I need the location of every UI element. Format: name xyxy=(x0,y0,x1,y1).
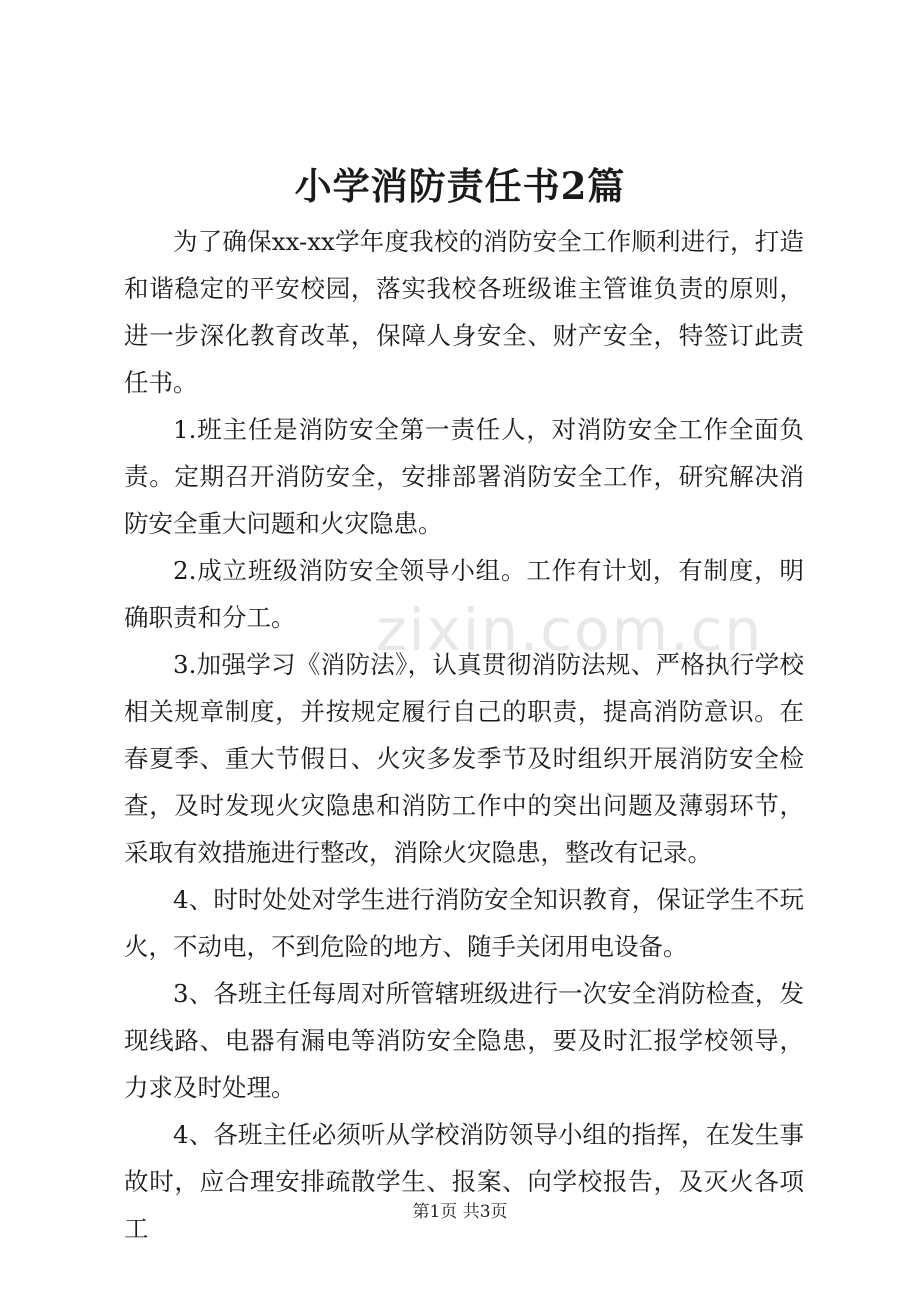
paragraph-item-4: 4、时时处处对学生进行消防安全知识教育，保证学生不玩火，不动电，不到危险的地方、随手关闭用电设备。 xyxy=(124,885,804,961)
paragraph-item-5: 3、各班主任每周对所管辖班级进行一次安全消防检查，发现线路、电器有漏电等消防安全隐患，要及时汇报学校领导，力求及时处理。 xyxy=(124,979,804,1102)
paragraph-item-1: 1.班主任是消防安全第一责任人，对消防安全工作全面负责。定期召开消防安全，安排部署消防安全工作，研究解决消防安全重大问题和火灾隐患。 xyxy=(124,415,804,538)
paragraph-item-2: 2.成立班级消防安全领导小组。工作有计划，有制度，明确职责和分工。 xyxy=(124,556,804,632)
paragraph-intro: 为了确保xx-xx学年度我校的消防安全工作顺利进行，打造和谐稳定的平安校园，落实我校各班级谁主管谁负责的原则，进一步深化教育改革，保障人身安全、财产安全，特签订此责任书。 xyxy=(124,227,804,397)
paragraph-item-3: 3.加强学习《消防法》，认真贯彻消防法规、严格执行学校相关规章制度，并按规定履行自己的职责，提高消防意识。在春夏季、重大节假日、火灾多发季节及时组织开展消防安全检查，及时发现火灾隐患和消防工作中的突出问题及薄弱环节，采取有效措施进行整改，消除火灾隐患，整改有记录。 xyxy=(124,650,804,867)
document-body xyxy=(124,218,804,1252)
page-footer: 第1页 共3页 xyxy=(412,1202,508,1222)
document-title: 小学消防责任书2篇 xyxy=(294,164,626,208)
paragraph-item-6: 4、各班主任必须听从学校消防领导小组的指挥，在发生事故时，应合理安排疏散学生、报案、向学校报告，及灭火各项工 xyxy=(124,1120,804,1243)
watermark-text: zixin.com.cn xyxy=(376,596,764,664)
